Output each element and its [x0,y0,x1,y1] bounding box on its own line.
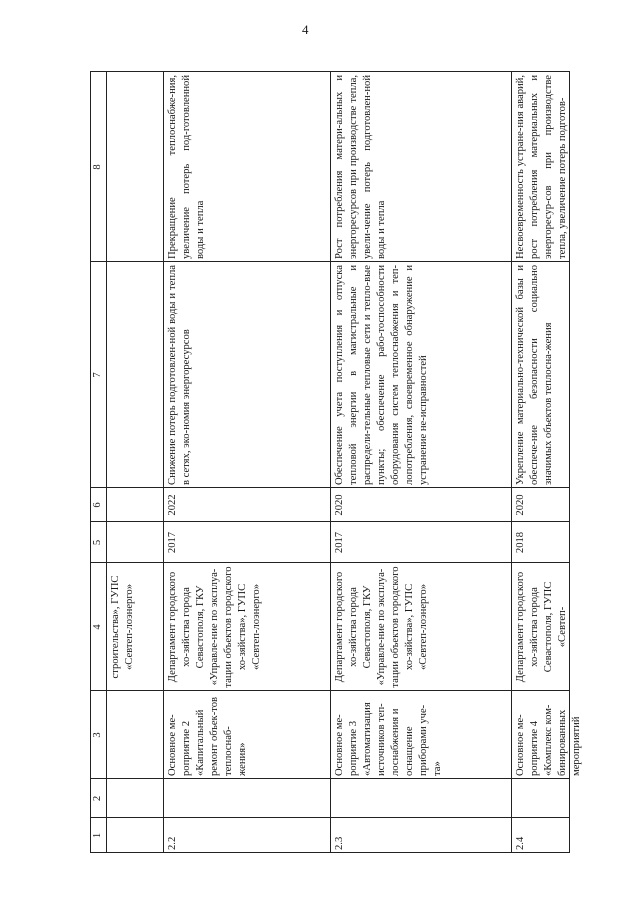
cell-text: 2020 [515,494,526,516]
cell-text: Прекращение теплоснабже-ния, увеличение потерь под-готовленной воды и тепла [167,75,206,259]
table-cell-start-year [331,522,511,563]
column-header: 7 [92,372,103,378]
cell-text: 2017 [334,531,345,554]
cell-text: Основное ме-роприятие 2 «Капитальный ремонт объек-тов теплоснаб-жения» [167,696,248,776]
rotated-table-region [90,71,582,853]
table-cell-name [164,691,330,779]
table-cell-start-year [512,522,569,563]
table-cell-consequence [164,72,330,262]
cell-text: 2017 [167,531,178,554]
cell-text: 2.3 [334,836,345,850]
table-cell-end-year [164,488,330,522]
table-cell-expected-result [512,262,569,488]
cell-text: Обеспечение учета поступления и отпуска тепловой энергии в магистральные и распредели-тельные тепловые сети и тепло-вые пункты; обеспечение рабо-тоспособности оборудования систем теплоснабжения и теп-лопотребления, своевременное обнаружение и устранение не-исправностей [334,265,429,485]
cell-text: 2020 [334,494,345,516]
table-cell-executor [164,563,330,691]
table-cell-id [331,818,511,853]
column-header: 2 [92,795,103,802]
table-cell-consequence [331,72,511,262]
measures-table [90,71,582,853]
table-cell-expected-result [164,262,330,488]
cell-text: 2.4 [515,836,526,850]
cell-text: Снижение потерь подготовлен-ной воды и тепла в сетях, эко-номия энергоресурсов [167,265,192,485]
cell-text: Департамент городского хо-зяйства города Севастополя, ГКУ «Управле-ние по эксплуа-тации объектов городского хо-зяйства», ГУПС «Севтеп-лоэнерго» [334,566,429,688]
header-row-divider [106,71,107,853]
cell-text: 2022 [167,494,178,516]
cell-text: Департамент городского хо-зяйства города Севастополя, ГУПС «Севтеп- [515,571,568,683]
column-header: 1 [92,832,103,839]
table-cell-start-year [164,522,330,563]
cell-text: Рост потребления матери-альных и энергоресурсов при производстве тепла, увели-чение потерь подготовлен-ной воды и тепла [334,75,387,259]
page-number: 4 [302,22,309,37]
column-header: 8 [92,164,103,170]
table-cell-executor [107,563,163,691]
cell-text: строительства», ГУПС «Севтеп-лоэнерго» [110,575,135,679]
cell-text: Департамент городского хо-зяйства города Севастополя, ГКУ «Управле-ние по эксплуа-тации объектов городского хо-зяйства», ГУПС «Севтеп-лоэнерго» [167,566,262,688]
cell-text: Несвоевременность устране-ния аварий, рост потребления материальных и энергоресур-сов при производстве тепла, увеличение потерь подготов- [515,75,568,259]
table-cell-expected-result [331,262,511,488]
table-cell-id [164,818,330,853]
column-header: 5 [92,539,103,546]
cell-text: Укрепление материально-технической базы и обеспече-ние безопасности социально значимых объектов теплосна-жения [515,265,554,485]
table-cell-executor [512,563,569,691]
table-cell-end-year [331,488,511,522]
table-cell-name [512,691,582,779]
column-header: 6 [92,502,103,508]
table-cell-end-year [512,488,569,522]
column-header: 3 [92,732,103,738]
table-cell-name [331,691,511,779]
cell-text: 2018 [515,531,526,554]
table-cell-executor [331,563,511,691]
cell-text: 2.2 [167,836,178,850]
cell-text: Основное ме-роприятие 4 «Комплекс ком-бинированных мероприятий [515,704,582,776]
table-cell-consequence [512,72,569,262]
column-header: 4 [92,624,103,630]
cell-text: Основное ме-роприятие 3 «Автоматизация источников теп-лоснабжения и оснащение приборами уче-та» [334,702,443,776]
table-cell-id [512,818,569,853]
